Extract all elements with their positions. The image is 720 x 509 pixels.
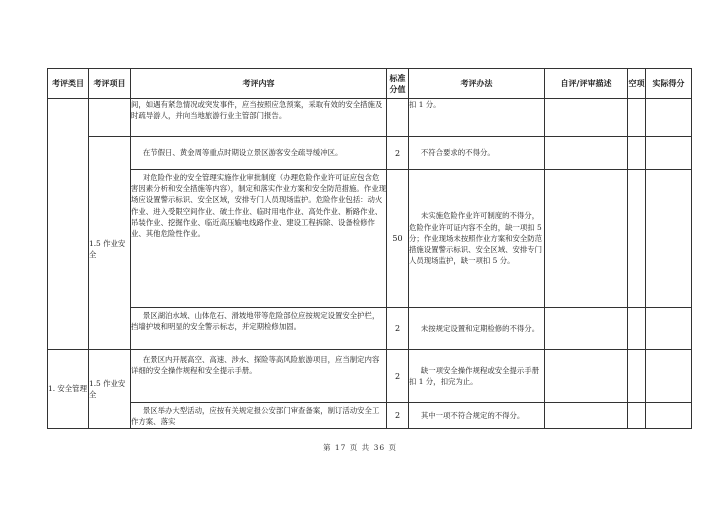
self-eval-cell[interactable] (545, 350, 628, 403)
header-content: 考评内容 (131, 69, 387, 99)
table-row (48, 170, 692, 308)
blank-cell[interactable] (628, 137, 646, 170)
content-cell: 景区举办大型活动，应按有关规定报公安部门审查备案，制订活动安全工作方案、落实 (131, 403, 387, 429)
evaluation-table (47, 68, 692, 429)
method-cell: 未按规定设置和定期检修的不得分。 (409, 308, 545, 350)
score-cell: 50 (387, 170, 409, 308)
self-eval-cell[interactable] (545, 137, 628, 170)
header-item: 考评项目 (89, 69, 131, 99)
header-self-eval: 自评/评审描述 (545, 69, 628, 99)
score-cell: 2 (387, 350, 409, 403)
blank-cell[interactable] (628, 170, 646, 308)
content-cell: 在节假日、黄金周等重点时期设立景区游客安全疏导缓冲区。 (131, 137, 387, 170)
method-cell: 不符合要求的不得分。 (409, 137, 545, 170)
blank-cell[interactable] (628, 308, 646, 350)
score-cell (387, 99, 409, 137)
table-row (48, 350, 692, 403)
actual-score-cell[interactable] (646, 170, 692, 308)
table-row (48, 137, 692, 170)
actual-score-cell[interactable] (646, 137, 692, 170)
header-method: 考评办法 (409, 69, 545, 99)
score-cell: 2 (387, 308, 409, 350)
content-cell: 对危险作业的安全管理实施作业审批制度（办理危险作业许可证应包含危害因素分析和安全措施等内容），制定和落实作业方案和安全防范措施。作业现场应设置警示标识、安全区域，安排专门人员现场监护。危险作业包括：动火作业、进入受限空间作业、破土作业、临时用电作业、高处作业、断路作业、吊装作业、挖掘作业、临近高压输电线路作业、建设工程拆除、设备检修作业、其他危险性作业。 (131, 170, 387, 308)
page-number-footer: 第 17 页 共 36 页 (322, 443, 397, 452)
blank-cell[interactable] (628, 350, 646, 403)
item-cell-work-safety: 1.5 作业安全 (89, 137, 131, 350)
actual-score-cell[interactable] (646, 403, 692, 429)
item-cell-empty (89, 99, 131, 137)
header-blank: 空项 (628, 69, 646, 99)
header-category: 考评类目 (48, 69, 89, 99)
self-eval-cell[interactable] (545, 99, 628, 137)
content-cell: 景区湖泊水域、山体危石、滑坡地带等危险部位应按规定设置安全护栏，挡墙护坡和明显的安全警示标志，并定期检修加固。 (131, 308, 387, 350)
self-eval-cell[interactable] (545, 403, 628, 429)
method-cell: 未实施危险作业许可制度的不得分，危险作业许可证内容不全的，缺一项扣 5 分；作业现场未按照作业方案和安全防范措施设置警示标识、安全区域、安排专门人员现场监护，缺一项扣 5 分。 (409, 170, 545, 308)
blank-cell[interactable] (628, 99, 646, 137)
self-eval-cell[interactable] (545, 308, 628, 350)
table-row (48, 99, 692, 137)
header-score: 标准分值 (387, 69, 409, 99)
score-cell: 2 (387, 403, 409, 429)
category-cell-upper (48, 99, 89, 350)
content-cell: 间，如遇有紧急情况或突发事件，应当按照应急预案，采取有效的安全措施及时疏导游人，并向当地旅游行业主管部门报告。 (131, 99, 387, 137)
method-cell: 扣 1 分。 (409, 99, 545, 137)
actual-score-cell[interactable] (646, 99, 692, 137)
blank-cell[interactable] (628, 403, 646, 429)
actual-score-cell[interactable] (646, 350, 692, 403)
method-cell: 缺一项安全操作规程或安全提示手册扣 1 分，扣完为止。 (409, 350, 545, 403)
item-cell-work-safety: 1.5 作业安全 (89, 350, 131, 429)
evaluation-table-sheet (47, 68, 691, 429)
table-row (48, 403, 692, 429)
category-cell-safety-management: 1. 安全管理 (48, 350, 89, 429)
actual-score-cell[interactable] (646, 308, 692, 350)
table-row (48, 308, 692, 350)
content-cell: 在景区内开展高空、高速、涉水、探险等高风险旅游项目，应当制定内容详细的安全操作规程和安全提示手册。 (131, 350, 387, 403)
self-eval-cell[interactable] (545, 170, 628, 308)
method-cell: 其中一项不符合规定的不得分。 (409, 403, 545, 429)
score-cell: 2 (387, 137, 409, 170)
table-header-row (48, 69, 692, 99)
header-actual: 实际得分 (646, 69, 692, 99)
